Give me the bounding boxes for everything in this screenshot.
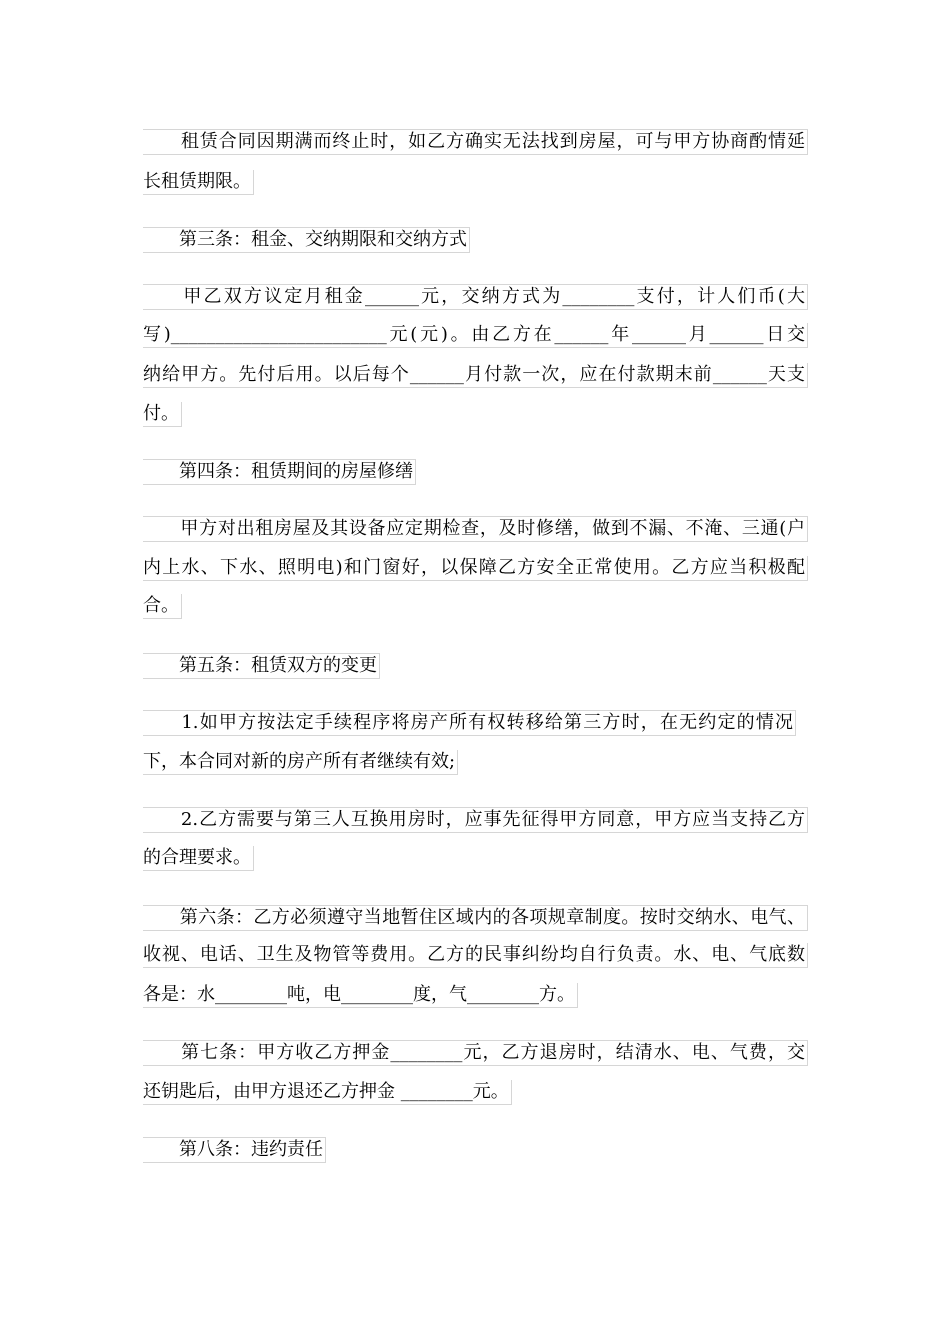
paragraph-line: 租赁合同因期满而终止时，如乙方确实无法找到房屋，可与甲方协商酌情延 [143,129,808,155]
paragraph-line: 内上水、下水、照明电)和门窗好，以保障乙方安全正常使用。乙方应当积极配 [143,556,808,581]
paragraph-line: 的合理要求。 [143,846,254,871]
section-heading: 第四条：租赁期间的房屋修缮 [143,459,416,485]
paragraph-line: 甲乙双方议定月租金______元，交纳方式为________支付，计人们币(大 [143,284,808,310]
paragraph-line: 各是：水________吨，电________度，气________方。 [143,983,578,1008]
paragraph-line: 长租赁期限。 [143,170,254,195]
paragraph-line: 甲方对出租房屋及其设备应定期检查，及时修缮，做到不漏、不淹、三通(户 [143,516,808,542]
paragraph-line: 第六条：乙方必须遵守当地暂住区域内的各项规章制度。按时交纳水、电气、 [143,905,808,931]
paragraph-line: 2.乙方需要与第三人互换用房时，应事先征得甲方同意，甲方应当支持乙方 [143,807,808,833]
paragraph-line: 收视、电话、卫生及物管等费用。乙方的民事纠纷均自行负责。水、电、气底数 [143,943,808,968]
paragraph-line: 纳给甲方。先付后用。以后每个______月付款一次，应在付款期末前______天支 [143,363,808,388]
section-heading: 第五条：租赁双方的变更 [143,653,380,679]
paragraph-line: 下，本合同对新的房产所有者继续有效; [143,750,458,775]
paragraph-line: 合。 [143,594,182,619]
section-heading: 第八条：违约责任 [143,1137,326,1163]
paragraph-line: 第七条：甲方收乙方押金________元，乙方退房时，结清水、电、气费，交 [143,1040,808,1066]
paragraph-line: 还钥匙后，由甲方退还乙方押金 ________元。 [143,1080,512,1105]
paragraph-line: 1.如甲方按法定手续程序将房产所有权转移给第三方时，在无约定的情况 [143,710,796,736]
paragraph-line: 写)________________________元(元)。由乙方在______年______月______日交 [143,323,808,348]
section-heading: 第三条：租金、交纳期限和交纳方式 [143,227,470,253]
paragraph-line: 付。 [143,402,182,427]
